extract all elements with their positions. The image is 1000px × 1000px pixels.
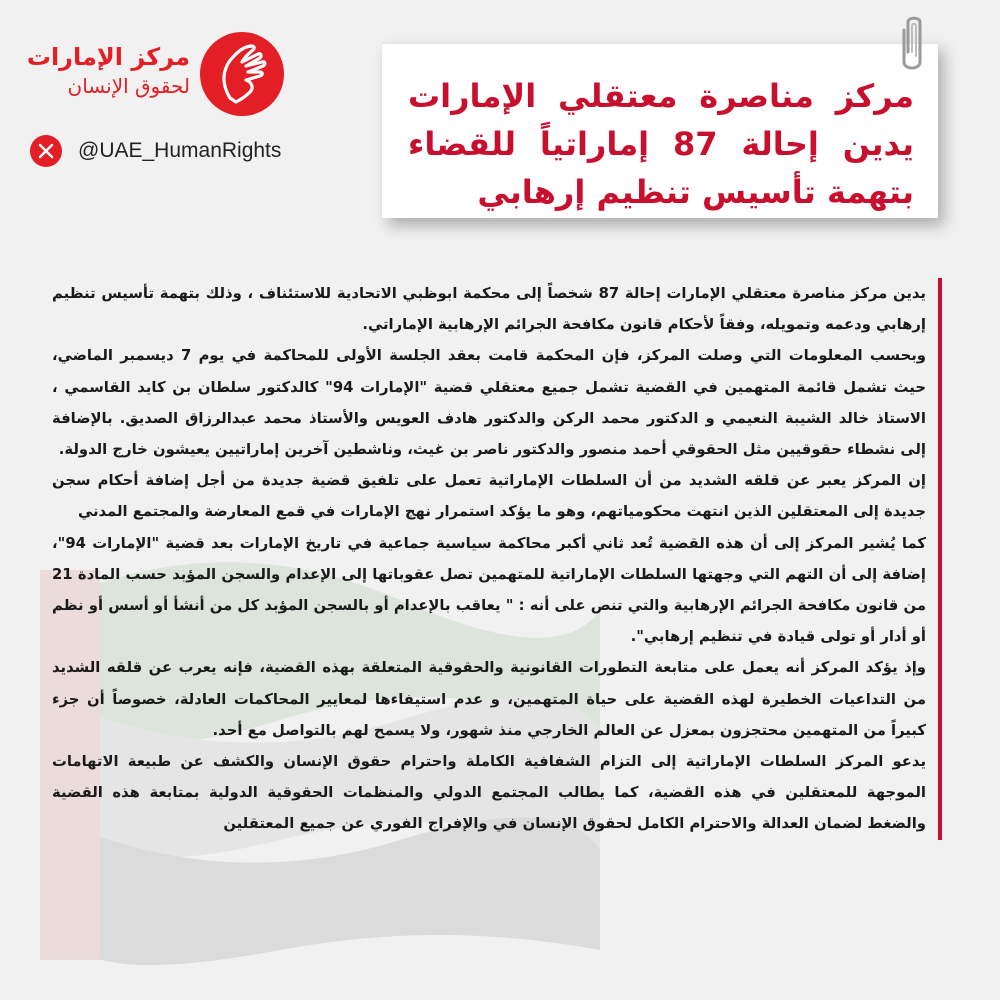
paragraph-6: يدعو المركز السلطات الإماراتية إلى التزام الشفافية الكاملة واحترام حقوق الإنسان والكشف عن طبيعة الاتهامات الموجهة للمعتقلين في هذه القضية، كما يطالب المجتمع الدولي والمنظمات الحقوقية الدولية بمتابعة هذه القضية والضغط لضمان العدالة والاحترام الكامل لحقوق الإنسان في والإفراج الفوري عن جميع المعتقلين [52,753,926,833]
paragraph-5: وإذ يؤكد المركز أنه يعمل على متابعة التطورات القانونية والحقوقية المتعلقة بهذه القضية، فإنه يعرب عن قلقه الشديد من التداعيات الخطيرة لهذه القضية على حياة المتهمين، و عدم استيفاءها لمعايير المحاكمات العادلة، خصوصاً أن جزء كبيراً من المتهمين محتجزون بمعزل عن العالم الخارجي منذ شهور، ولا يسمح لهم بالتواصل مع أحد. [52,659,926,739]
social-handle-row [30,134,281,168]
headline-card [382,42,938,218]
paragraph-4: كما يُشير المركز إلى أن هذه القضية تُعد ثاني أكبر محاكمة سياسية جماعية في تاريخ الإمارات بعد قضية "الإمارات 94"، إضافة إلى أن التهم التي وجهتها السلطات الإماراتية للمتهمين تصل عقوباتها إلى الإعدام والسجن المؤبد حسب المادة 21 من قانون مكافحة الجرائم الإرهابية والتي تنص على أنه : " يعاقب بالإعدام أو بالسجن المؤبد كل من أنشأ أو أسس أو نظم أو أدار أو تولى قيادة في تنظيم إرهابي". [52,534,926,646]
paragraph-2: وبحسب المعلومات التي وصلت المركز، فإن المحكمة قامت بعقد الجلسة الأولى للمحاكمة في يوم 7 ديسمبر الماضي، حيث تشمل قائمة المتهمين في القضية تشمل جميع معتقلي قضية "الإمارات 94" كالدكتور سلطان بن كايد القاسمي ، الاستاذ خالد الشيبة النعيمي و الدكتور محمد الركن والدكتور هادف العويس والأستاذ محمد عبدالرزاق الصديق. بالإضافة إلى نشطاء حقوقيين مثل الحقوقي أحمد منصور والدكتور ناصر بن غيث، وناشطين آخرين إماراتيين يعيشون خارج الدولة. [52,347,927,459]
headline-line-1: مركز مناصرة معتقلي الإمارات [408,77,914,115]
logo-name: مركز الإمارات [26,43,190,71]
logo-subtitle: لحقوق الإنسان [67,74,190,98]
paragraph-3: إن المركز يعبر عن قلقه الشديد من أن السلطات الإماراتية تعمل على تلفيق قضية جديدة من أجل إضافة أحكام سجن جديدة إلى المعتقلين الذين انتهت محكومياتهم، وهو ما يؤكد استمرار نهج الإمارات في قمع المعارضة والمجتمع المدني [52,472,926,521]
headline-line-3: بتهمة تأسيس تنظيم إرهابي [477,173,914,211]
organization-logo [26,28,290,118]
article-body [52,278,942,840]
headline-line-2: يدين إحالة 87 إماراتياً للقضاء [408,125,915,163]
raised-hand-icon [200,32,284,116]
social-handle: @UAE_HumanRights [78,139,282,162]
paperclip-icon [898,12,930,74]
x-logo-icon [30,135,62,167]
paragraph-1: يدين مركز مناصرة معتقلي الإمارات إحالة 87 شخصاً إلى محكمة ابوظبي الاتحادية للاستئناف ، وذلك بتهمة تأسيس تنظيم إرهابي ودعمه وتمويله، وفقاً لأحكام قانون مكافحة الجرائم الإرهابية الإماراتي. [52,285,926,334]
